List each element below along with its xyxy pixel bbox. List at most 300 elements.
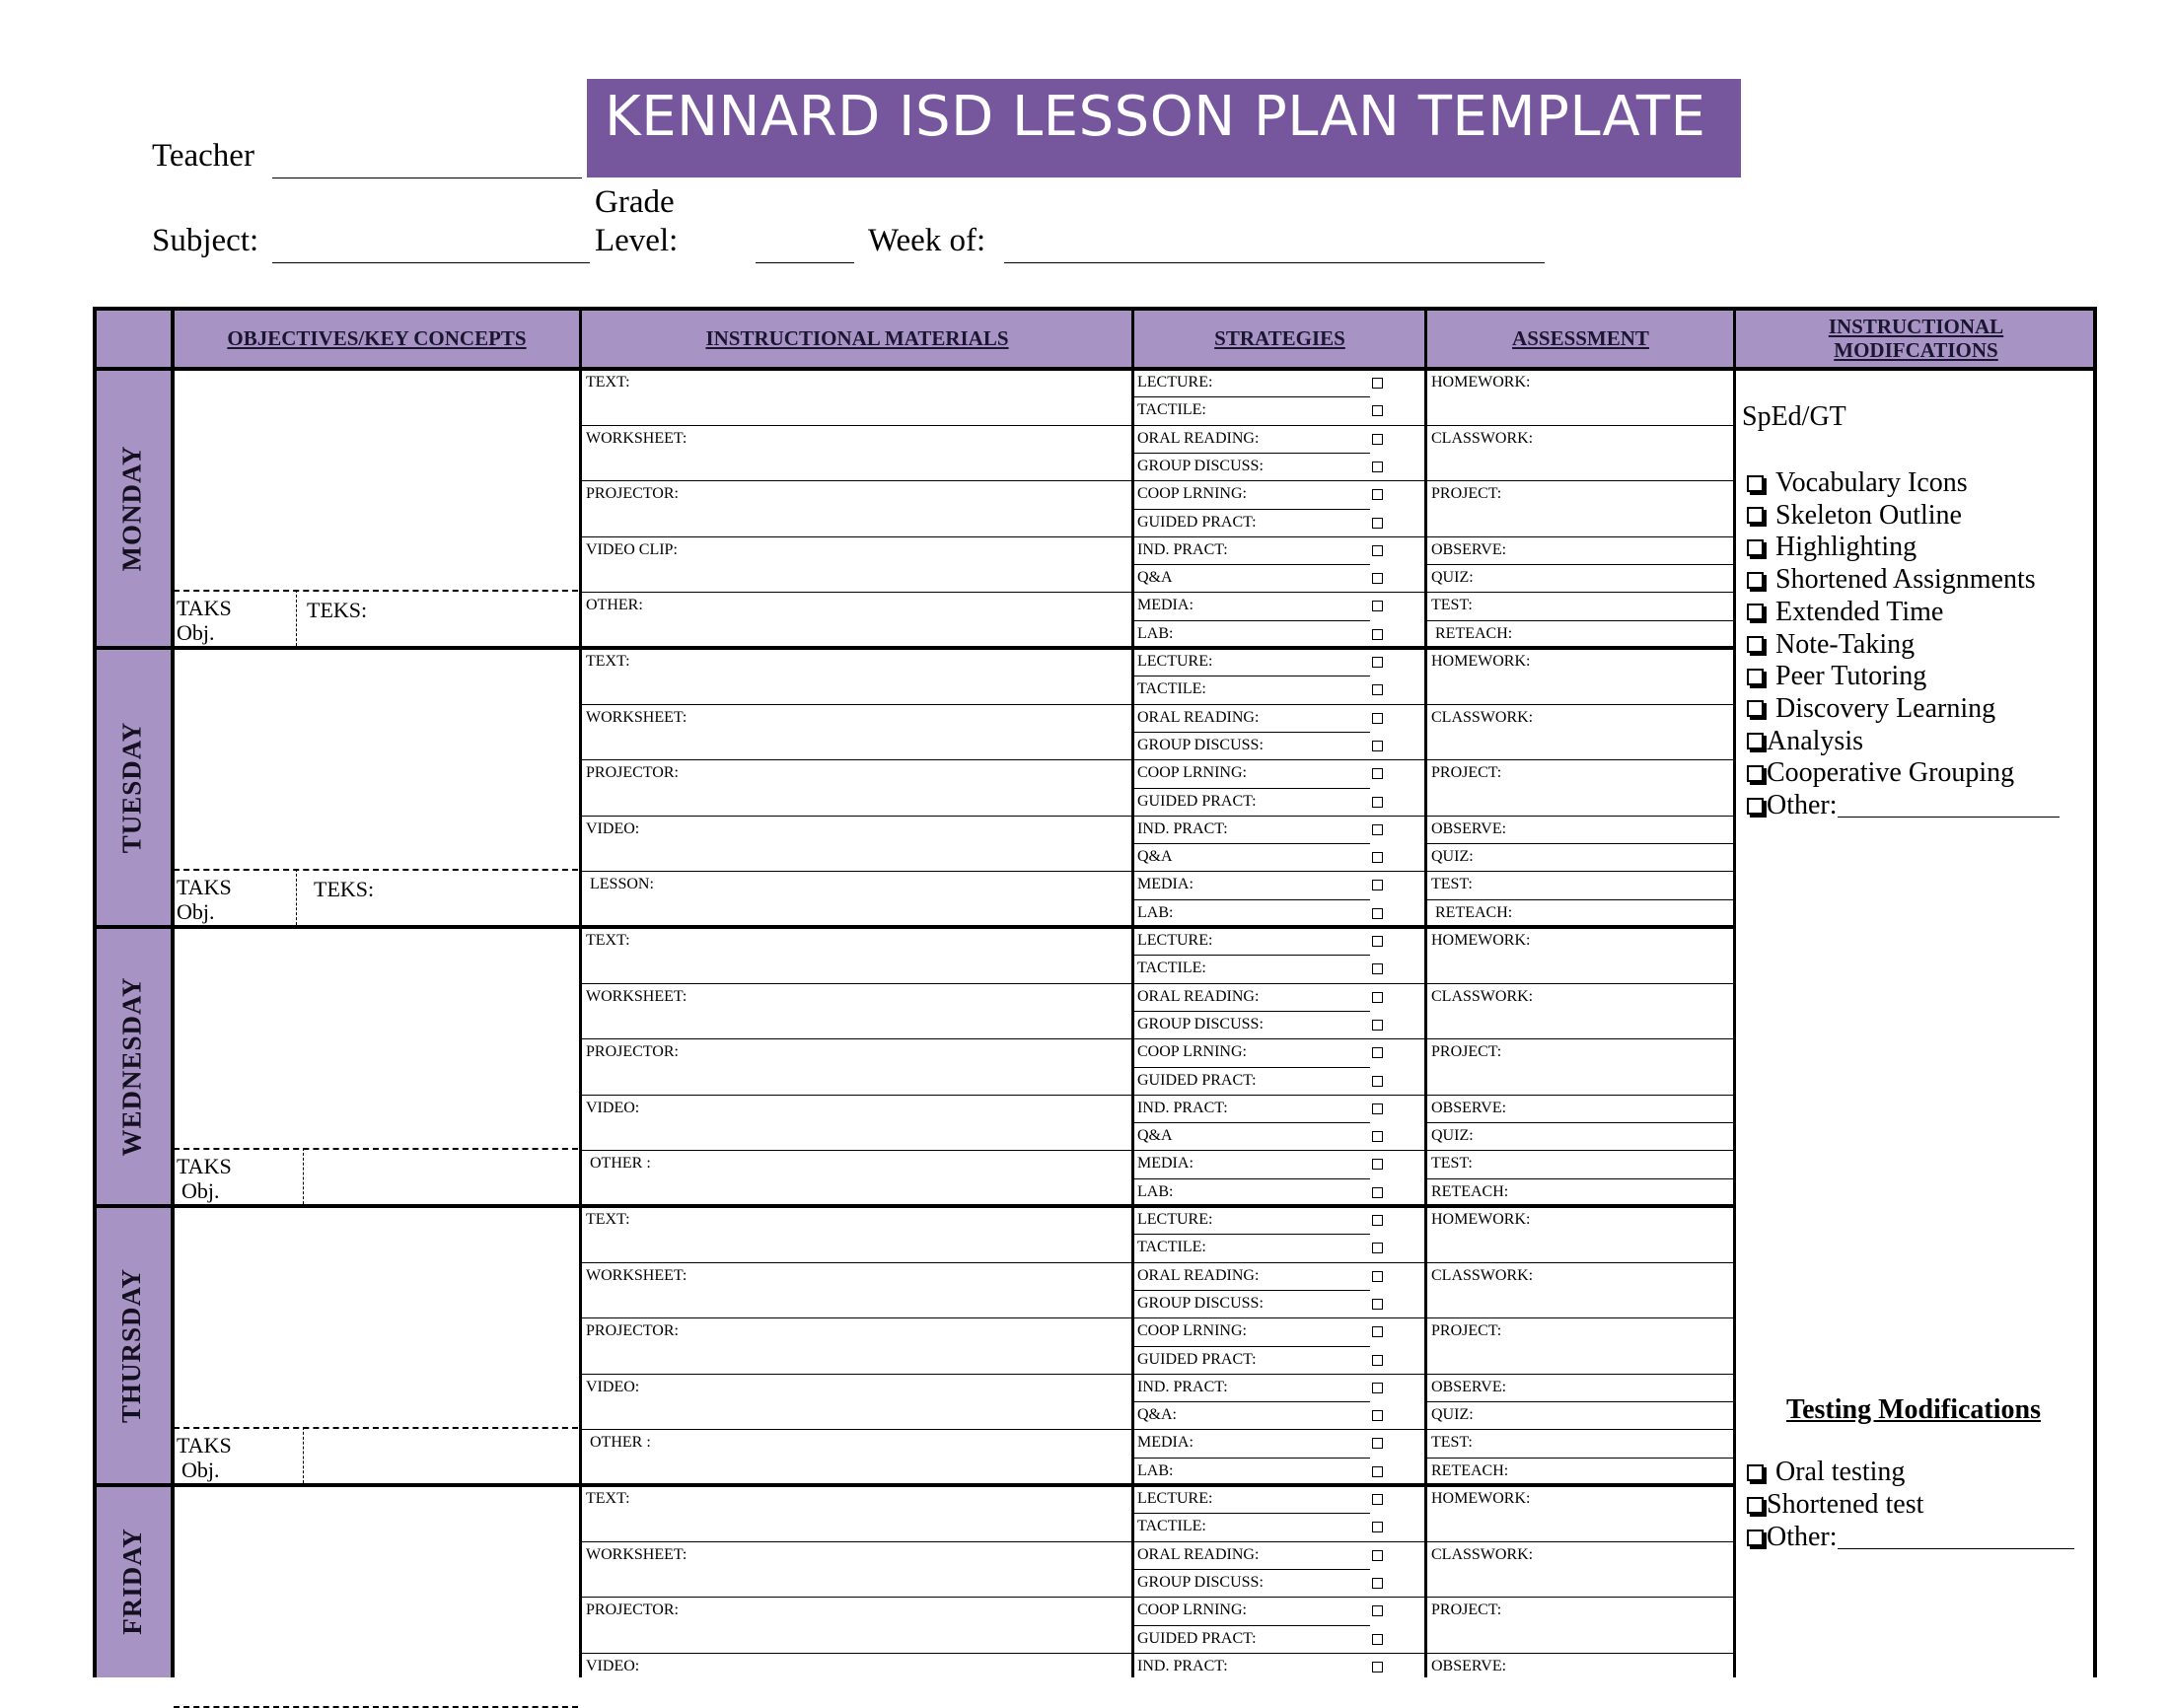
strategy-label: LAB: (1137, 1461, 1174, 1479)
assessment-label: QUIZ: (1431, 569, 1474, 587)
teks-label: TEKS: (314, 877, 375, 902)
assessment-label: CLASSWORK: (1431, 429, 1534, 447)
modification-item[interactable]: Shortened Assignments (1747, 564, 2036, 596)
subject-field[interactable] (272, 262, 590, 263)
assessment-row-line (1426, 1038, 1735, 1039)
strategy-label: GROUP DISCUSS: (1137, 736, 1264, 753)
strategy-checkbox[interactable] (1372, 1103, 1383, 1114)
col-modifications-line1: INSTRUCTIONAL (1828, 314, 2004, 338)
week-of-field[interactable] (1004, 262, 1545, 263)
strategy-checkbox[interactable] (1372, 1020, 1383, 1031)
materials-label: PROJECTOR: (586, 1322, 679, 1340)
strategy-label: LAB: (1137, 903, 1174, 921)
strategy-checkbox[interactable] (1372, 797, 1383, 808)
strategies-row-line (1133, 816, 1424, 817)
strategy-label: MEDIA: (1137, 597, 1194, 614)
col-assessment: ASSESSMENT (1512, 325, 1649, 350)
checkbox-icon[interactable] (1747, 765, 1764, 782)
assessment-label: RETEACH: (1431, 1182, 1509, 1200)
strategy-checkbox[interactable] (1372, 1299, 1383, 1310)
strategy-checkbox[interactable] (1372, 963, 1383, 974)
assessment-label: QUIZ: (1431, 848, 1474, 866)
strategies-row-line (1133, 1178, 1370, 1179)
materials-row-line (581, 592, 1131, 593)
checkbox-icon[interactable] (1747, 636, 1764, 653)
materials-label: PROJECTOR: (586, 1043, 679, 1061)
materials-row-line (581, 871, 1131, 872)
assessment-label: TEST: (1431, 876, 1473, 893)
strategies-row-line (1133, 1038, 1424, 1039)
assessment-label: HOMEWORK: (1431, 374, 1531, 391)
testing-item[interactable]: Other: (1747, 1522, 2074, 1553)
lesson-plan-grid (93, 307, 2097, 1677)
strategy-checkbox[interactable] (1372, 992, 1383, 1003)
assessment-label: OBSERVE: (1431, 1657, 1507, 1674)
strategy-label: ORAL READING: (1137, 1266, 1260, 1284)
strategy-label: GUIDED PRACT: (1137, 513, 1257, 531)
assessment-label: PROJECT: (1431, 1043, 1502, 1061)
strategy-checkbox[interactable] (1372, 1131, 1383, 1142)
grade-level-field[interactable] (756, 262, 854, 263)
day-label-tuesday: TUESDAY (116, 721, 147, 854)
strategy-label: ORAL READING: (1137, 987, 1260, 1005)
assessment-row-line (1426, 1262, 1735, 1263)
strategy-label: GUIDED PRACT: (1137, 1350, 1257, 1368)
grade-label-line2: Level: (595, 223, 679, 258)
assessment-row-line (1426, 1122, 1735, 1123)
teks-label: TEKS: (307, 598, 368, 623)
strategy-label: IND. PRACT: (1137, 1657, 1228, 1674)
materials-label: TEXT: (586, 1211, 630, 1228)
strategy-label: Q&A (1137, 569, 1173, 587)
strategies-row-line (1133, 704, 1424, 705)
strategy-label: LECTURE: (1137, 653, 1213, 670)
strategy-checkbox[interactable] (1372, 462, 1383, 472)
modification-item[interactable]: Note-Taking (1747, 629, 1915, 661)
assessment-row-line (1426, 1178, 1735, 1179)
day-label-thursday: THURSDAY (116, 1267, 147, 1424)
assessment-label: TEST: (1431, 1434, 1473, 1452)
strategy-checkbox[interactable] (1372, 657, 1383, 668)
assessment-label: OBSERVE: (1431, 1378, 1507, 1395)
assessment-row-line (1426, 1429, 1735, 1430)
strategy-label: COOP LRNING: (1137, 485, 1247, 503)
testing-item[interactable]: Shortened test (1747, 1489, 1923, 1521)
materials-row-line (581, 1317, 1131, 1318)
grade-label-line1: Grade (595, 184, 675, 220)
modification-item[interactable]: Analysis (1747, 726, 1863, 757)
strategy-checkbox[interactable] (1372, 518, 1383, 529)
strategies-row-line (1133, 1095, 1424, 1096)
col-modifications-line2: MODIFCATIONS (1834, 337, 1998, 362)
strategy-checkbox[interactable] (1372, 601, 1383, 611)
strategy-checkbox[interactable] (1372, 1271, 1383, 1282)
materials-label: WORKSHEET: (586, 708, 687, 726)
assessment-row-line (1426, 1597, 1735, 1598)
assessment-row-line (1426, 425, 1735, 426)
assessment-label: OBSERVE: (1431, 819, 1507, 837)
materials-row-line (581, 1597, 1131, 1598)
day-label-wednesday: WEDNESDAY (116, 976, 147, 1157)
assessment-label: HOMEWORK: (1431, 653, 1531, 670)
assessment-label: RETEACH: (1435, 624, 1513, 642)
taks-obj-label: TAKS Obj. (177, 1154, 232, 1204)
strategy-label: TACTILE: (1137, 960, 1206, 977)
strategy-checkbox[interactable] (1372, 1383, 1383, 1393)
strategy-label: COOP LRNING: (1137, 764, 1247, 782)
materials-row-line (581, 816, 1131, 817)
testing-item[interactable]: Oral testing (1747, 1457, 1905, 1488)
strategy-label: ORAL READING: (1137, 708, 1260, 726)
title-banner (587, 79, 1741, 178)
strategies-row-line (1133, 1011, 1370, 1012)
objectives-dash-line[interactable] (174, 590, 578, 592)
page-title: KENNARD ISD LESSON PLAN TEMPLATE (605, 85, 1706, 149)
assessment-row-line (1426, 1317, 1735, 1318)
strategy-label: TACTILE: (1137, 680, 1206, 698)
strategy-label: LECTURE: (1137, 1211, 1213, 1228)
strategy-checkbox[interactable] (1372, 741, 1383, 751)
assessment-label: TEST: (1431, 1155, 1473, 1173)
materials-row-line (581, 1374, 1131, 1375)
materials-label: VIDEO: (586, 819, 640, 837)
assessment-row-line (1426, 1095, 1735, 1096)
assessment-row-line (1426, 871, 1735, 872)
assessment-row-line (1426, 1458, 1735, 1459)
day-separator (93, 646, 1735, 650)
day-label-friday: FRIDAY (116, 1528, 147, 1635)
assessment-row-line (1426, 983, 1735, 984)
strategies-row-line (1133, 453, 1370, 454)
assessment-label: PROJECT: (1431, 485, 1502, 503)
strategy-label: TACTILE: (1137, 401, 1206, 419)
assessment-row-line (1426, 1150, 1735, 1151)
assessment-label: CLASSWORK: (1431, 987, 1534, 1005)
strategy-checkbox[interactable] (1372, 768, 1383, 779)
modification-item[interactable]: Other: (1747, 790, 2060, 821)
assessment-row-line (1426, 1401, 1735, 1402)
modification-item[interactable]: Discovery Learning (1747, 693, 1995, 725)
assessment-row-line (1426, 592, 1735, 593)
strategies-row-line (1133, 425, 1424, 426)
strategies-row-line (1133, 759, 1424, 760)
strategies-row-line (1133, 788, 1370, 789)
strategies-row-line (1133, 732, 1370, 733)
assessment-row-line (1426, 564, 1735, 565)
assessment-label: HOMEWORK: (1431, 932, 1531, 949)
strategies-row-line (1133, 843, 1370, 844)
strategy-checkbox[interactable] (1372, 1605, 1383, 1616)
divider-materials (1131, 307, 1134, 1677)
strategy-checkbox[interactable] (1372, 1494, 1383, 1505)
strategies-row-line (1133, 480, 1424, 481)
divider-assessment (1733, 307, 1736, 1677)
checkbox-icon[interactable] (1747, 507, 1764, 524)
strategy-checkbox[interactable] (1372, 1410, 1383, 1421)
assessment-label: TEST: (1431, 597, 1473, 614)
strategy-label: COOP LRNING: (1137, 1601, 1247, 1619)
modification-item[interactable]: Skeleton Outline (1747, 500, 1962, 532)
taks-divider (296, 869, 297, 925)
divider-objectives (579, 307, 582, 1677)
materials-label: OTHER: (586, 597, 643, 614)
header-divider (93, 367, 2097, 371)
checkbox-icon[interactable] (1747, 475, 1764, 492)
assessment-row-line (1426, 1374, 1735, 1375)
materials-row-line (581, 759, 1131, 760)
materials-label: PROJECTOR: (586, 1601, 679, 1619)
materials-row-line (581, 425, 1131, 426)
strategy-checkbox[interactable] (1372, 1522, 1383, 1532)
assessment-row-line (1426, 816, 1735, 817)
strategy-checkbox[interactable] (1372, 1466, 1383, 1477)
materials-label: TEXT: (586, 653, 630, 670)
assessment-label: RETEACH: (1431, 1461, 1509, 1479)
col-strategies: STRATEGIES (1214, 325, 1345, 350)
strategy-checkbox[interactable] (1372, 573, 1383, 584)
strategy-checkbox[interactable] (1372, 1662, 1383, 1672)
assessment-label: CLASSWORK: (1431, 708, 1534, 726)
strategy-label: LAB: (1137, 1182, 1174, 1200)
strategy-label: Q&A (1137, 1127, 1173, 1145)
materials-row-line (581, 1541, 1131, 1542)
divider-strategies (1424, 307, 1427, 1677)
strategy-checkbox[interactable] (1372, 1355, 1383, 1366)
materials-row-line (581, 1262, 1131, 1263)
strategy-checkbox[interactable] (1372, 1159, 1383, 1170)
strategy-label: COOP LRNING: (1137, 1322, 1247, 1340)
objectives-dash-line[interactable] (174, 1427, 578, 1429)
checkbox-icon[interactable] (1747, 604, 1764, 620)
strategy-label: MEDIA: (1137, 1155, 1194, 1173)
modification-item[interactable]: Highlighting (1747, 532, 1917, 563)
materials-row-line (581, 480, 1131, 481)
strategy-label: Q&A: (1137, 1406, 1177, 1424)
checkbox-icon[interactable] (1747, 798, 1764, 815)
testing-modifications-heading: Testing Modifications (1786, 1394, 2041, 1425)
assessment-label: OBSERVE: (1431, 1099, 1507, 1116)
week-of-label: Week of: (868, 223, 986, 258)
strategy-checkbox[interactable] (1372, 378, 1383, 389)
strategies-row-line (1133, 1262, 1424, 1263)
strategy-checkbox[interactable] (1372, 1076, 1383, 1087)
materials-label: OTHER : (590, 1434, 651, 1452)
strategies-row-line (1133, 1401, 1370, 1402)
strategy-label: LECTURE: (1137, 1490, 1213, 1507)
strategy-checkbox[interactable] (1372, 1578, 1383, 1589)
strategies-row-line (1133, 620, 1370, 621)
strategy-checkbox[interactable] (1372, 434, 1383, 445)
checkbox-icon[interactable] (1747, 1530, 1764, 1546)
assessment-row-line (1426, 536, 1735, 537)
assessment-label: CLASSWORK: (1431, 1266, 1534, 1284)
assessment-row-line (1426, 1653, 1735, 1654)
assessment-label: QUIZ: (1431, 1406, 1474, 1424)
strategy-label: GROUP DISCUSS: (1137, 1573, 1264, 1591)
strategy-checkbox[interactable] (1372, 629, 1383, 640)
strategy-label: TACTILE: (1137, 1518, 1206, 1535)
assessment-label: CLASSWORK: (1431, 1545, 1534, 1563)
materials-row-line (581, 704, 1131, 705)
strategies-row-line (1133, 1541, 1424, 1542)
strategies-row-line (1133, 509, 1370, 510)
strategy-checkbox[interactable] (1372, 1047, 1383, 1058)
sped-gt-heading: SpEd/GT (1742, 401, 1846, 432)
materials-row-line (581, 983, 1131, 984)
strategies-row-line (1133, 1569, 1370, 1570)
strategy-label: ORAL READING: (1137, 1545, 1260, 1563)
strategies-row-line (1133, 1653, 1424, 1654)
strategies-row-line (1133, 1597, 1424, 1598)
assessment-label: RETEACH: (1435, 903, 1513, 921)
materials-row-line (581, 1095, 1131, 1096)
checkbox-icon[interactable] (1747, 572, 1764, 589)
strategy-checkbox[interactable] (1372, 545, 1383, 556)
col-modifications (1735, 307, 2097, 369)
modification-item[interactable]: Vocabulary Icons (1747, 467, 1968, 499)
strategy-checkbox[interactable] (1372, 1326, 1383, 1337)
materials-label: PROJECTOR: (586, 764, 679, 782)
checkbox-icon[interactable] (1747, 1464, 1764, 1481)
strategy-label: GROUP DISCUSS: (1137, 1294, 1264, 1312)
materials-label: TEXT: (586, 1490, 630, 1507)
assessment-label: PROJECT: (1431, 1601, 1502, 1619)
checkbox-icon[interactable] (1747, 733, 1764, 749)
strategy-checkbox[interactable] (1372, 852, 1383, 863)
objectives-dash-line[interactable] (174, 1148, 578, 1150)
strategies-row-line (1133, 1067, 1370, 1068)
strategies-row-line (1133, 1317, 1424, 1318)
checkbox-icon[interactable] (1747, 669, 1764, 685)
taks-obj-label: TAKS Obj. (177, 875, 232, 925)
strategies-row-line (1133, 564, 1370, 565)
strategies-row-line (1133, 536, 1424, 537)
materials-label: TEXT: (586, 932, 630, 949)
materials-row-line (581, 1150, 1131, 1151)
subject-label: Subject: (152, 223, 259, 258)
strategies-row-line (1133, 1150, 1424, 1151)
materials-label: WORKSHEET: (586, 1545, 687, 1563)
strategies-row-line (1133, 1458, 1370, 1459)
taks-divider (303, 1427, 304, 1483)
strategies-row-line (1133, 1625, 1370, 1626)
materials-label: VIDEO: (586, 1099, 640, 1116)
day-separator (93, 925, 1735, 929)
strategy-label: IND. PRACT: (1137, 1378, 1228, 1395)
assessment-label: OBSERVE: (1431, 540, 1507, 558)
modification-item[interactable]: Extended Time (1747, 597, 1943, 628)
strategy-label: Q&A (1137, 848, 1173, 866)
strategy-checkbox[interactable] (1372, 824, 1383, 835)
other-field[interactable] (1838, 795, 2060, 818)
strategies-row-line (1133, 1374, 1424, 1375)
modification-item[interactable]: Cooperative Grouping (1747, 757, 2014, 789)
assessment-row-line (1426, 759, 1735, 760)
taks-divider (303, 1148, 304, 1204)
materials-label: WORKSHEET: (586, 987, 687, 1005)
assessment-row-line (1426, 704, 1735, 705)
strategy-label: IND. PRACT: (1137, 819, 1228, 837)
materials-label: TEXT: (586, 374, 630, 391)
materials-label: LESSON: (590, 876, 654, 893)
taks-obj-label: TAKS Obj. (177, 596, 232, 646)
materials-label: VIDEO: (586, 1657, 640, 1674)
strategy-label: TACTILE: (1137, 1239, 1206, 1256)
strategy-checkbox[interactable] (1372, 1634, 1383, 1645)
strategy-label: GROUP DISCUSS: (1137, 457, 1264, 474)
strategy-checkbox[interactable] (1372, 1243, 1383, 1253)
strategy-label: GUIDED PRACT: (1137, 1629, 1257, 1647)
strategy-label: GUIDED PRACT: (1137, 1071, 1257, 1089)
strategies-row-line (1133, 871, 1424, 872)
strategy-label: MEDIA: (1137, 1434, 1194, 1452)
assessment-row-line (1426, 1541, 1735, 1542)
strategy-label: GROUP DISCUSS: (1137, 1015, 1264, 1032)
strategy-checkbox[interactable] (1372, 489, 1383, 500)
strategy-checkbox[interactable] (1372, 880, 1383, 890)
other-field[interactable] (1838, 1527, 2074, 1549)
strategy-label: LECTURE: (1137, 374, 1213, 391)
assessment-row-line (1426, 620, 1735, 621)
strategies-row-line (1133, 1290, 1370, 1291)
taks-divider (296, 590, 297, 646)
materials-label: VIDEO: (586, 1378, 640, 1395)
strategy-checkbox[interactable] (1372, 908, 1383, 919)
materials-row-line (581, 1429, 1131, 1430)
strategy-label: IND. PRACT: (1137, 540, 1228, 558)
strategy-checkbox[interactable] (1372, 936, 1383, 947)
modification-item[interactable]: Peer Tutoring (1747, 661, 1926, 692)
assessment-row-line (1426, 899, 1735, 900)
strategies-row-line (1133, 1429, 1424, 1430)
strategy-label: GUIDED PRACT: (1137, 792, 1257, 810)
strategy-checkbox[interactable] (1372, 1550, 1383, 1561)
strategies-row-line (1133, 396, 1370, 397)
strategy-checkbox[interactable] (1372, 713, 1383, 724)
assessment-label: PROJECT: (1431, 1322, 1502, 1340)
strategies-row-line (1133, 899, 1370, 900)
assessment-label: PROJECT: (1431, 764, 1502, 782)
assessment-row-line (1426, 480, 1735, 481)
checkbox-icon[interactable] (1747, 1497, 1764, 1514)
day-separator (93, 1483, 1735, 1487)
checkbox-icon[interactable] (1747, 539, 1764, 556)
materials-label: WORKSHEET: (586, 1266, 687, 1284)
strategies-row-line (1133, 1513, 1370, 1514)
col-materials: INSTRUCTIONAL MATERIALS (705, 325, 1009, 350)
strategy-checkbox[interactable] (1372, 405, 1383, 416)
assessment-label: QUIZ: (1431, 1127, 1474, 1145)
strategy-label: ORAL READING: (1137, 429, 1260, 447)
taks-obj-label: TAKS Obj. (177, 1433, 232, 1483)
materials-row-line (581, 1653, 1131, 1654)
strategy-checkbox[interactable] (1372, 1215, 1383, 1226)
objectives-dash-line[interactable] (174, 869, 578, 871)
strategy-checkbox[interactable] (1372, 684, 1383, 695)
day-separator (93, 1204, 1735, 1208)
strategy-checkbox[interactable] (1372, 1187, 1383, 1198)
strategies-row-line (1133, 983, 1424, 984)
strategy-checkbox[interactable] (1372, 1438, 1383, 1449)
materials-label: PROJECTOR: (586, 485, 679, 503)
materials-row-line (581, 536, 1131, 537)
strategy-label: LAB: (1137, 624, 1174, 642)
col-objectives: OBJECTIVES/KEY CONCEPTS (227, 325, 527, 350)
checkbox-icon[interactable] (1747, 700, 1764, 717)
strategies-row-line (1133, 1234, 1370, 1235)
strategy-label: MEDIA: (1137, 876, 1194, 893)
materials-row-line (581, 1038, 1131, 1039)
